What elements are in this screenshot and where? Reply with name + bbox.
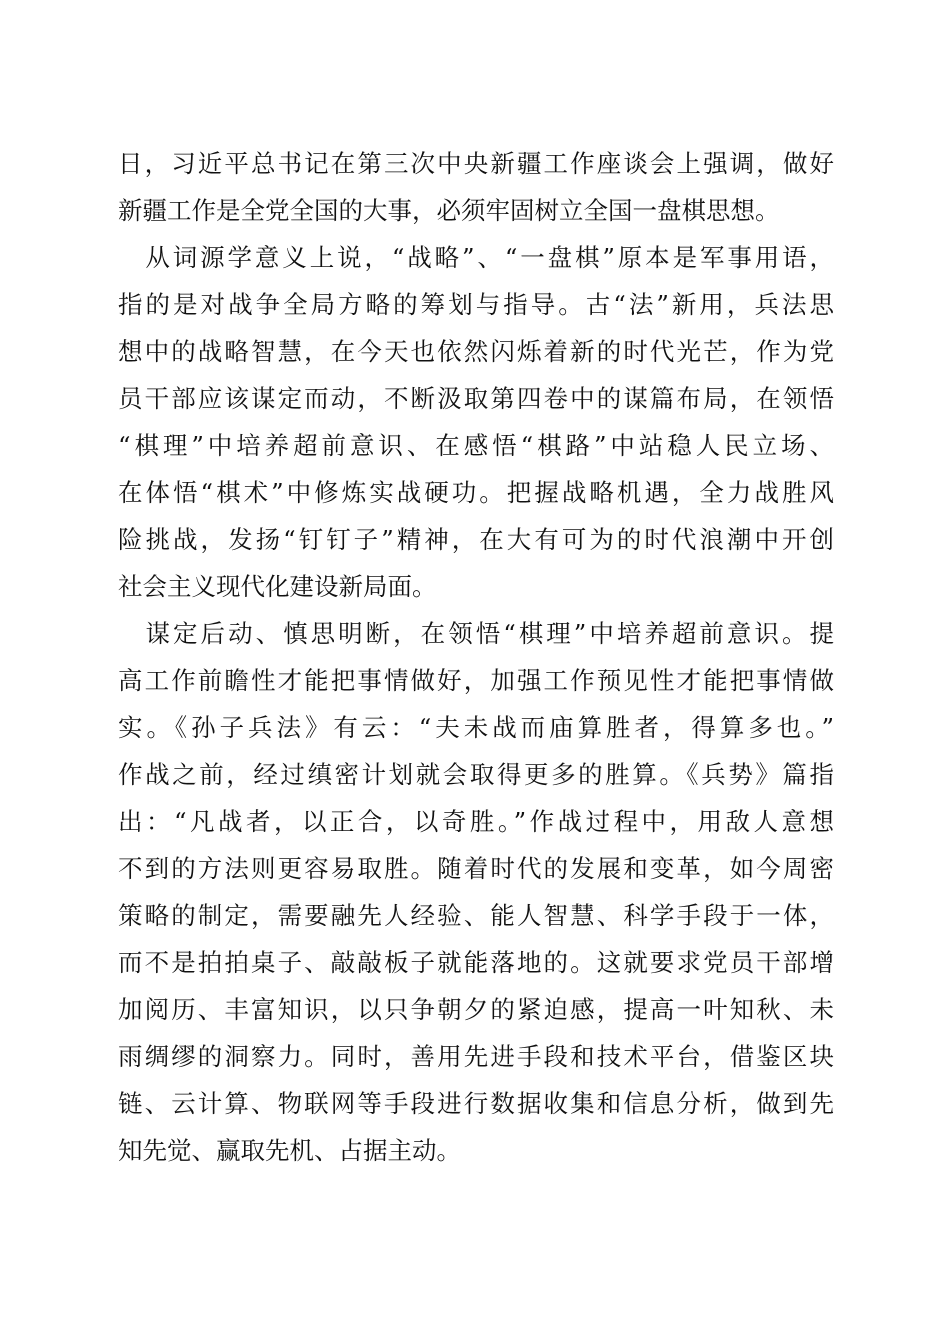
paragraph-2-line-3: 想中的战略智慧，在今天也依然闪烁着新的时代光芒，作为党: [118, 337, 834, 366]
paragraph-3-line-11: 链、云计算、物联网等手段进行数据收集和信息分析，做到先: [118, 1089, 834, 1118]
paragraph-3-line-2: 高工作前瞻性才能把事情做好，加强工作预见性才能把事情做: [118, 666, 834, 695]
paragraph-2-line-2: 指的是对战争全局方略的筹划与指导。古“法”新用，兵法思: [118, 290, 834, 319]
paragraph-2-line-4: 员干部应该谋定而动，不断汲取第四卷中的谋篇布局，在领悟: [118, 384, 834, 413]
paragraph-3-line-8: 而不是拍拍桌子、敲敲板子就能落地的。这就要求党员干部增: [118, 948, 834, 977]
paragraph-3-line-7: 策略的制定，需要融先人经验、能人智慧、科学手段于一体，: [118, 901, 834, 930]
paragraph-2-line-5: “棋理”中培养超前意识、在感悟“棋路”中站稳人民立场、: [118, 431, 834, 460]
paragraph-1-line-2: 新疆工作是全党全国的大事，必须牢固树立全国一盘棋思想。: [118, 196, 780, 225]
paragraph-3-line-3: 实。《孙子兵法》有云：“夫未战而庙算胜者，得算多也。”: [118, 713, 834, 742]
paragraph-3-line-10: 雨绸缪的洞察力。同时，善用先进手段和技术平台，借鉴区块: [118, 1042, 834, 1071]
paragraph-3-line-6: 不到的方法则更容易取胜。随着时代的发展和变革，如今周密: [118, 854, 834, 883]
body-text: [118, 140, 834, 1174]
paragraph-3-line-5: 出：“凡战者，以正合，以奇胜。”作战过程中，用敌人意想: [118, 807, 834, 836]
paragraph-1-line-1: 日，习近平总书记在第三次中央新疆工作座谈会上强调，做好: [118, 149, 834, 178]
paragraph-2-line-6: 在体悟“棋术”中修炼实战硬功。把握战略机遇，全力战胜风: [118, 478, 834, 507]
paragraph-3-line-1: 谋定后动、慎思明断，在领悟“棋理”中培养超前意识。提: [118, 619, 834, 648]
paragraph-2-line-7: 险挑战，发扬“钉钉子”精神，在大有可为的时代浪潮中开创: [118, 525, 834, 554]
paragraph-2-line-1: 从词源学意义上说，“战略”、“一盘棋”原本是军事用语，: [118, 243, 834, 272]
paragraph-2-line-8: 社会主义现代化建设新局面。: [118, 572, 437, 601]
paragraph-3-line-4: 作战之前，经过缜密计划就会取得更多的胜算。《兵势》篇指: [118, 760, 834, 789]
paragraph-3-line-12: 知先觉、赢取先机、占据主动。: [118, 1136, 461, 1165]
paragraph-3-line-9: 加阅历、丰富知识，以只争朝夕的紧迫感，提高一叶知秋、未: [118, 995, 834, 1024]
